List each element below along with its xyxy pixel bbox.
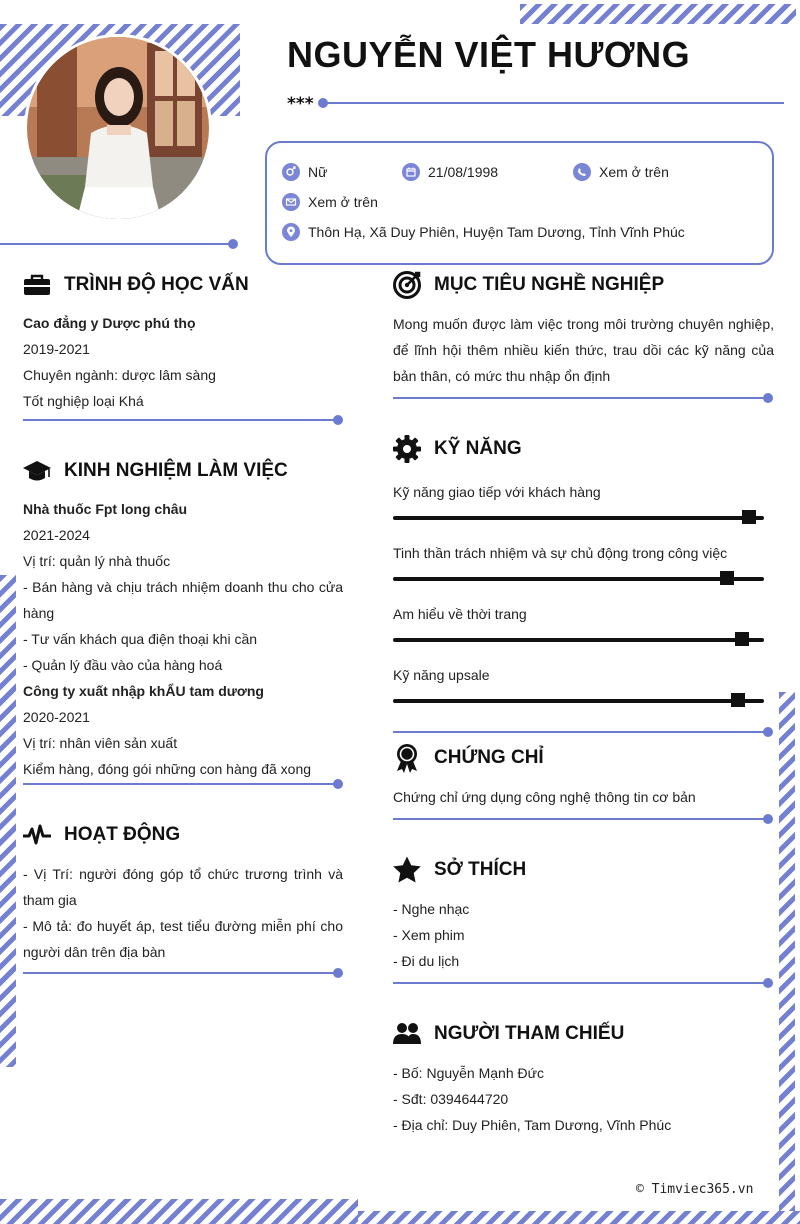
birthday-value: 21/08/1998 bbox=[428, 164, 499, 180]
hobby-2: - Xem phim bbox=[393, 927, 465, 943]
skill-1-label: Kỹ năng giao tiếp với khách hàng bbox=[393, 484, 601, 500]
activities-divider bbox=[23, 972, 339, 974]
objective-title: MỤC TIÊU NGHỀ NGHIỆP bbox=[434, 274, 665, 295]
activities-divider-dot bbox=[333, 968, 343, 978]
reference-line-1: - Bố: Nguyễn Mạnh Đức bbox=[393, 1065, 544, 1081]
experience-divider-dot bbox=[333, 779, 343, 789]
education-divider-dot bbox=[333, 415, 343, 425]
skill-1-bar bbox=[393, 516, 764, 520]
header-line bbox=[322, 102, 784, 104]
reference-line-3: - Địa chỉ: Duy Phiên, Tam Dương, Vĩnh Phúc bbox=[393, 1117, 672, 1133]
skill-4-label: Kỹ năng upsale bbox=[393, 667, 490, 683]
skills-title: KỸ NĂNG bbox=[434, 438, 522, 459]
education-grade: Tốt nghiệp loại Khá bbox=[23, 393, 144, 409]
experience-divider bbox=[23, 783, 339, 785]
decor-stripes-bottom-left bbox=[0, 1199, 358, 1224]
education-school: Cao đẳng y Dược phú thọ bbox=[23, 315, 196, 331]
skill-2-bar bbox=[393, 577, 764, 581]
job-2-company: Công ty xuất nhập khẨU tam dương bbox=[23, 683, 264, 699]
decor-stripes-right bbox=[779, 692, 795, 1219]
job-2-line-2: Kiểm hàng, đóng gói những con hàng đã xong bbox=[23, 761, 312, 777]
skill-3-label: Am hiểu về thời trang bbox=[393, 606, 527, 622]
job-2-period: 2020-2021 bbox=[23, 709, 90, 725]
gender-icon bbox=[282, 163, 300, 181]
education-period: 2019-2021 bbox=[23, 341, 90, 357]
star-icon bbox=[392, 855, 422, 885]
activities-heading bbox=[22, 820, 180, 850]
job-1-line-2: - Bán hàng và chịu trách nhiệm doanh thu cho cửa hàng bbox=[23, 579, 343, 621]
hobbies-title: SỞ THÍCH bbox=[434, 859, 527, 880]
objective-divider bbox=[393, 397, 769, 399]
gender-item bbox=[282, 163, 327, 181]
phone-value: Xem ở trên bbox=[599, 164, 669, 180]
certificates-divider bbox=[393, 818, 769, 820]
email-icon bbox=[282, 193, 300, 211]
avatar-underline bbox=[0, 243, 230, 245]
avatar bbox=[24, 34, 212, 222]
email-item bbox=[282, 193, 378, 211]
gear-icon bbox=[392, 434, 422, 464]
references-title: NGƯỜI THAM CHIẾU bbox=[434, 1023, 625, 1044]
objective-text: Mong muốn được làm việc trong môi trường chuyên nghiệp, để lĩnh hội thêm nhiều kiến thức, trau dồi các kỹ năng của bản thân, có mức thu nhập ổn định bbox=[393, 316, 774, 384]
job-1-line-3: - Tư vấn khách qua điện thoại khi cần bbox=[23, 631, 258, 647]
skill-2-label: Tinh thần trách nhiệm và sự chủ động trong công việc bbox=[393, 545, 728, 561]
job-1-company: Nhà thuốc Fpt long châu bbox=[23, 501, 188, 517]
address-item bbox=[282, 223, 685, 241]
job-1-line-4: - Quản lý đầu vào của hàng hoá bbox=[23, 657, 223, 673]
certificate-text: Chứng chỉ ứng dụng công nghệ thông tin cơ bản bbox=[393, 789, 696, 805]
calendar-icon bbox=[402, 163, 420, 181]
references-body bbox=[393, 1060, 774, 1138]
graduation-cap-icon bbox=[22, 456, 52, 486]
users-icon bbox=[392, 1019, 422, 1049]
phone-item bbox=[573, 163, 669, 181]
footer-credit: © Timviec365.vn bbox=[636, 1182, 754, 1197]
briefcase-icon bbox=[22, 270, 52, 300]
job-2-line-1: Vị trí: nhân viên sản xuất bbox=[23, 735, 178, 751]
references-heading bbox=[392, 1019, 624, 1049]
education-divider bbox=[23, 419, 339, 421]
hobby-3: - Đi du lịch bbox=[393, 953, 460, 969]
activity-line-1: - Vị Trí: người đóng góp tổ chức trương trình và tham gia bbox=[23, 866, 343, 908]
experience-body bbox=[23, 496, 343, 782]
experience-title: KINH NGHIỆM LÀM VIỆC bbox=[64, 460, 288, 481]
hobbies-divider bbox=[393, 982, 769, 984]
decor-stripes-top-right bbox=[520, 4, 796, 24]
email-value: Xem ở trên bbox=[308, 194, 378, 210]
hobbies-body bbox=[393, 896, 774, 974]
certificates-heading bbox=[392, 743, 544, 773]
hobbies-divider-dot bbox=[763, 978, 773, 988]
certificates-divider-dot bbox=[763, 814, 773, 824]
birthday-item bbox=[402, 163, 498, 181]
hobbies-heading bbox=[392, 855, 526, 885]
candidate-name: NGUYỄN VIỆT HƯƠNG bbox=[287, 34, 691, 75]
hobby-1: - Nghe nhạc bbox=[393, 901, 470, 917]
award-medal-icon bbox=[392, 743, 422, 773]
education-major: Chuyên ngành: dược lâm sàng bbox=[23, 367, 216, 383]
gender-value: Nữ bbox=[308, 164, 328, 180]
skill-3-bar bbox=[393, 638, 764, 642]
location-pin-icon bbox=[282, 223, 300, 241]
decor-stripes-left bbox=[0, 575, 16, 1067]
skill-2-knob bbox=[720, 571, 734, 585]
education-body bbox=[23, 310, 343, 414]
candidate-subtitle: *** bbox=[287, 94, 314, 114]
experience-heading bbox=[22, 456, 288, 486]
education-heading bbox=[22, 270, 249, 300]
skill-3-knob bbox=[735, 632, 749, 646]
certificates-title: CHỨNG CHỈ bbox=[434, 747, 544, 768]
activities-title: HOẠT ĐỘNG bbox=[64, 824, 181, 845]
address-value: Thôn Hạ, Xã Duy Phiên, Huyện Tam Dương, Tỉnh Vĩnh Phúc bbox=[308, 224, 685, 240]
skill-4-knob bbox=[731, 693, 745, 707]
avatar-underline-dot bbox=[228, 239, 238, 249]
objective-heading bbox=[392, 270, 664, 300]
skills-heading bbox=[392, 434, 522, 464]
activities-body bbox=[23, 861, 343, 965]
objective-divider-dot bbox=[763, 393, 773, 403]
decor-stripes-bottom-right bbox=[358, 1211, 800, 1224]
phone-icon bbox=[573, 163, 591, 181]
reference-line-2: - Sđt: 0394644720 bbox=[393, 1091, 509, 1107]
pulse-icon bbox=[22, 820, 52, 850]
target-icon bbox=[392, 270, 422, 300]
education-title: TRÌNH ĐỘ HỌC VẤN bbox=[64, 274, 249, 295]
skill-4-bar bbox=[393, 699, 764, 703]
skills-divider-dot bbox=[763, 727, 773, 737]
activity-line-2: - Mô tả: đo huyết áp, test tiểu đường miễn phí cho người dân trên địa bàn bbox=[23, 918, 343, 960]
skills-divider bbox=[393, 731, 769, 733]
skill-1-knob bbox=[742, 510, 756, 524]
job-1-line-1: Vị trí: quản lý nhà thuốc bbox=[23, 553, 171, 569]
job-1-period: 2021-2024 bbox=[23, 527, 90, 543]
